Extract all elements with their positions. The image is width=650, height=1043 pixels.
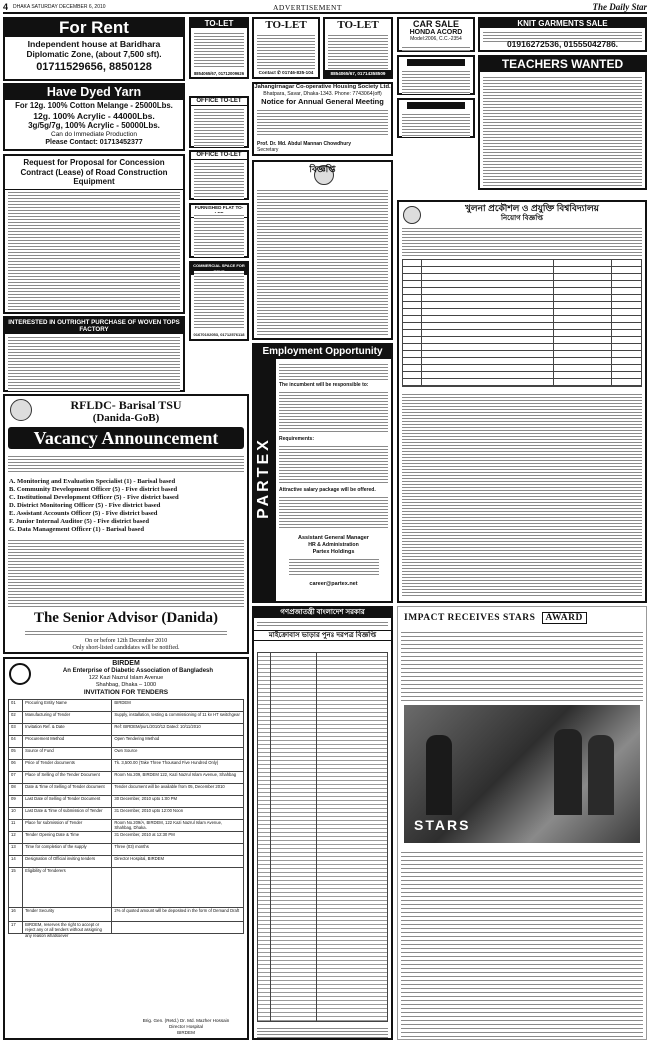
employment-title: Employment Opportunity: [254, 345, 391, 359]
ad-body-text: [402, 226, 642, 256]
table-cell-label: Place for submission of Tender: [23, 820, 112, 831]
rfldc-subtitle: (Danida-GoB): [92, 412, 160, 424]
teachers-title: TEACHERS WANTED: [480, 57, 645, 72]
table-cell-value: Three (03) months: [112, 844, 244, 855]
bangla-small-ad-1: [397, 55, 475, 95]
rfldc-apply-to: The Senior Advisor (Danida): [33, 610, 219, 626]
ad-body-text: [8, 335, 180, 391]
table-row: [9, 712, 244, 724]
article-body-text: [401, 849, 643, 1037]
ad-body-text: [194, 31, 244, 67]
table-row: [9, 772, 244, 784]
flat-title: FURNISHED FLAT TO-: [191, 205, 247, 218]
ad-body-text: [402, 45, 470, 51]
table-cell-value: Own Source: [112, 748, 244, 759]
employment-footer-title: Assistant General Manager: [298, 535, 369, 541]
position-item: B. Community Development Officer (5) - Five district based: [9, 486, 178, 493]
office-to-let-ad-1: [189, 96, 249, 148]
rfldc-logo-icon: [10, 399, 32, 421]
employment-section-2: Requirements:: [279, 436, 315, 442]
bijnapti-notice-ad: [252, 160, 393, 340]
page-number: 4: [3, 2, 9, 12]
dyed-yarn-line1: For 12g. 100% Cotton Melange - 25000Lbs.: [15, 101, 173, 110]
to-let-ad-1: [189, 17, 249, 79]
table-cell-value: Supply, installation, testing & commissioning of 11 kv HT switchgear: [112, 712, 244, 723]
woven-title: INTERESTED IN OUTRIGHT PURCHASE OF WOVEN TOPS FACTORY: [5, 318, 183, 334]
dyed-yarn-contact: Please Contact: 01713452377: [45, 139, 143, 146]
position-item: G. Data Management Officer (1) - Barisal based: [9, 526, 145, 533]
rfldc-deadline: On or before 12th December 2010: [84, 638, 168, 644]
proposal-title: Request for Proposal for Concession Contract (Lease) of Road Construction Equipment: [5, 156, 183, 190]
employment-email: career@partex.net: [309, 581, 358, 587]
table-cell-index: 03: [9, 724, 23, 735]
table-cell-value: Ref: BIRDEM/purL/2010/12 Dated: 10/11/2010: [112, 724, 244, 735]
table-cell-value: 31 December, 2010 upto 12:00 Noon: [112, 808, 244, 819]
table-cell-label: Date & Time of Selling of Tender document: [23, 784, 112, 795]
car-sale-details: Model:2006, C.C.-2354: [410, 36, 462, 42]
impact-headline: [404, 611, 587, 625]
govt-subtitle: মাইক্রোবাস ভাড়ার পুনঃ দরপত্র বিজ্ঞপ্তি: [254, 630, 391, 641]
ad-body-text: [194, 161, 244, 199]
table-cell-value: BIRDEM: [112, 700, 244, 711]
rfldc-positions: [9, 478, 179, 534]
table-row: [9, 832, 244, 844]
agm-role: Secretary: [257, 147, 279, 153]
employment-footer-dept: HR & Administration: [308, 542, 359, 548]
ad-body-text: [8, 538, 244, 608]
table-cell-label: Last Date of Selling of Tender Document: [23, 796, 112, 807]
award-ceremony-photo: [404, 705, 640, 843]
office-to-let-ad-2: [189, 150, 249, 200]
table-cell-value: Room No.209/A, BIRDEM, 122 Kazi Nazrul Islam Avenue, Shahbag, Dhaka.: [112, 820, 244, 831]
birdem-signer-org: BIRDEM: [177, 1030, 195, 1035]
woven-factory-ad: [3, 316, 185, 392]
knit-garments-ad: [478, 17, 647, 52]
partex-sidebar: [254, 359, 276, 601]
table-cell-index: 11: [9, 820, 23, 831]
ad-body-text: [194, 107, 244, 147]
table-cell-value: Room No.209, BIRDEM 122, Kazi Nazrul Islam Avenue, Shahbag: [112, 772, 244, 783]
ad-body-text: [483, 75, 642, 187]
position-item: C. Institutional Development Officer (5) - Five district based: [9, 494, 179, 501]
commercial-title: COMMERCIAL SPACE FOR: [191, 263, 247, 275]
furnished-flat-ad: [189, 203, 249, 258]
ad-body-text: [8, 190, 180, 310]
table-cell-label: Procurement Method: [23, 736, 112, 747]
birdem-signer: Brig. Gen. (Retd.) Dr. Md. Mazher Hossain: [142, 1018, 230, 1023]
to-let-ad-3: [323, 17, 393, 79]
person-figure: [588, 735, 614, 815]
table-cell-index: 02: [9, 712, 23, 723]
agm-address: Bhatpara, Savar, Dhaka-1343. Phone: 7743064(off): [263, 91, 382, 97]
birdem-notice-title: INVITATION FOR TENDERS: [83, 689, 169, 696]
office-title: OFFICE TO-LET: [191, 98, 247, 106]
table-row: [9, 922, 244, 938]
dyed-yarn-line4: Can do Immediate Production: [51, 131, 137, 138]
agm-signer: Prof. Dr. Md. Abdul Mannan Chowdhury: [257, 141, 351, 147]
birdem-title: BIRDEM: [112, 660, 140, 667]
table-row: [9, 760, 244, 772]
partex-brand: PARTEX: [255, 437, 272, 519]
table-cell-value: Tender document will be available from 05, December 2010: [112, 784, 244, 795]
ad-body-text: [25, 629, 227, 637]
ad-body-text: [289, 557, 379, 577]
birdem-org: An Enterprise of Diabetic Association of Bangladesh: [62, 668, 214, 674]
table-row: [9, 856, 244, 868]
table-cell-label: BIRDEM, reserves the right to accept or reject any or all tenders without assigning any reason whatsoever: [23, 922, 112, 933]
stars-logo: STARS: [414, 817, 471, 833]
table-row: [9, 808, 244, 820]
kuet-recruitment-ad: [397, 200, 647, 603]
ad-body-text: [279, 362, 388, 380]
ad-body-text: [8, 454, 244, 474]
table-cell-label: Source of Fund: [23, 748, 112, 759]
table-cell-index: 15: [9, 868, 23, 907]
employment-footer-org: Partex Holdings: [312, 549, 355, 555]
vacancy-banner: Vacancy Announcement: [8, 427, 244, 449]
position-item: A. Monitoring and Evaluation Specialist (1) - Barisal based: [9, 478, 176, 485]
to-let-title: TO-LET: [191, 19, 247, 28]
for-rent-line1: Independent house at Baridhara: [27, 39, 161, 49]
ad-heading: [407, 59, 465, 66]
table-cell-label: Manufacturing of Tender: [23, 712, 112, 723]
table-cell-index: 12: [9, 832, 23, 843]
to-let-phones: 8854065/67, 01714358509: [325, 70, 391, 77]
office-title: OFFICE TO-LET: [191, 152, 247, 160]
ad-body-text: [402, 69, 470, 94]
table-cell-label: Eligibility of Tenderers: [23, 868, 112, 907]
table-cell-index: 13: [9, 844, 23, 855]
to-let-phones: 8854065/67, 01712009626: [193, 71, 245, 76]
table-cell-label: Invitation Ref. & Date: [23, 724, 112, 735]
ad-body-text: [257, 33, 315, 69]
birdem-signer-role: Director Hospital: [169, 1024, 203, 1029]
tender-table: [8, 699, 244, 938]
for-rent-phones: 01711529656, 8850128: [36, 61, 152, 73]
impact-title: IMPACT RECEIVES STARS: [404, 613, 536, 623]
table-cell-value: Director Hospital, BIRDEM: [112, 856, 244, 867]
govt-title: গণপ্রজাতন্ত্রী বাংলাদেশ সরকার: [254, 608, 391, 618]
university-logo-icon: [403, 206, 421, 224]
agm-title: Notice for Annual General Meeting: [261, 97, 384, 106]
table-cell-label: Tender Opening Date & Time: [23, 832, 112, 843]
article-body-text: [401, 629, 643, 701]
ad-body-text: [194, 271, 244, 329]
position-item: E. Assistant Accounts Officer (5) - Five district based: [9, 510, 158, 517]
impact-award-article: [397, 606, 647, 1040]
table-cell-value: 31 December, 2010 at 12:30 PM: [112, 832, 244, 843]
dyed-yarn-line2: 12g. 100% Acrylic - 44000Lbs.: [33, 111, 155, 121]
govt-tender-table: [257, 652, 388, 1022]
ad-body-text: [279, 495, 388, 529]
table-row: [9, 784, 244, 796]
issue-date: DHAKA SATURDAY DECEMBER 6, 2010: [13, 4, 106, 10]
bangla-small-ad-2: [397, 98, 475, 138]
teachers-wanted-ad: [478, 55, 647, 190]
car-sale-title: CAR SALE: [412, 19, 459, 29]
table-row: [9, 908, 244, 922]
ad-body-text: [194, 213, 244, 257]
birdem-tender-ad: [3, 657, 249, 1040]
birdem-address-1: 122 Kazi Nazrul Islam Avenue: [88, 675, 164, 681]
table-cell-index: 01: [9, 700, 23, 711]
position-item: F. Junior Internal Auditor (5) - Five district based: [9, 518, 150, 525]
to-let-phone: Contact ✆ 01746-835-104: [258, 70, 314, 75]
car-sale-ad: [397, 17, 475, 52]
dyed-yarn-title: Have Dyed Yarn: [5, 85, 183, 100]
to-let-ad-2: [252, 17, 320, 79]
ad-body-text: [279, 390, 388, 434]
ad-body-text: [257, 1026, 388, 1038]
proposal-request-ad: [3, 154, 185, 314]
kuet-subtitle: নিয়োগ বিজ্ঞপ্তি: [500, 215, 544, 222]
ad-heading: [407, 102, 465, 109]
ad-body-text: [328, 33, 388, 69]
table-row: [9, 724, 244, 736]
ad-body-text: [279, 444, 388, 484]
commercial-space-ad: [189, 261, 249, 341]
employment-section-3: Attractive salary package will be offered.: [279, 487, 376, 493]
table-cell-index: 04: [9, 736, 23, 747]
table-cell-value: [112, 922, 244, 933]
birdem-logo-icon: [9, 663, 31, 685]
person-figure: [426, 735, 452, 815]
to-let-title: TO-LET: [337, 19, 379, 31]
knit-phones: 01916272536, 01555042786.: [506, 39, 619, 49]
dyed-yarn-line3: 3g/5g/7g, 100% Acrylic - 50000Lbs.: [28, 121, 160, 130]
table-cell-label: Procuring Entity Name: [23, 700, 112, 711]
table-cell-index: 14: [9, 856, 23, 867]
knit-title: KNIT GARMENTS SALE: [480, 19, 645, 28]
employment-section-1: The incumbent will be responsible to:: [279, 382, 369, 388]
masthead: The Daily Star: [592, 2, 647, 12]
govt-tender-ad: [252, 606, 393, 1040]
rfldc-title: RFLDC- Barisal TSU: [70, 398, 182, 412]
table-cell-index: 08: [9, 784, 23, 795]
for-rent-title: For Rent: [5, 19, 183, 37]
kuet-title: খুলনা প্রকৌশল ও প্রযুক্তি বিশ্ববিদ্যালয়: [465, 203, 599, 213]
table-cell-label: Place of Selling of the Tender Document: [23, 772, 112, 783]
page-header: [3, 2, 647, 14]
table-cell-index: 06: [9, 760, 23, 771]
partex-employment-ad: [252, 343, 393, 603]
table-row: [9, 868, 244, 908]
table-cell-value: [112, 868, 244, 907]
table-cell-index: 16: [9, 908, 23, 921]
to-let-title: TO-LET: [265, 19, 307, 31]
table-cell-index: 07: [9, 772, 23, 783]
agm-notice-ad: [252, 82, 393, 156]
table-row: [9, 844, 244, 856]
birdem-address-2: Shahbag, Dhaka – 1000: [95, 682, 157, 688]
ad-body-text: [402, 392, 642, 597]
table-row: [9, 748, 244, 760]
ad-body-text: [402, 112, 470, 137]
ad-body-text: [257, 108, 388, 135]
table-cell-value: 30 December, 2010 upto 1:00 PM: [112, 796, 244, 807]
section-label: ADVERTISEMENT: [273, 3, 342, 12]
position-item: D. District Monitoring Officer (5) - Five district based: [9, 502, 161, 509]
table-row: [9, 796, 244, 808]
table-cell-label: Time for completion of the supply: [23, 844, 112, 855]
kuet-positions-table: [402, 259, 642, 387]
person-figure: [554, 729, 582, 815]
table-cell-label: Price of Tender documents: [23, 760, 112, 771]
bijnapti-title: বিজ্ঞপ্তি: [309, 164, 336, 174]
table-row: [9, 820, 244, 832]
for-rent-line2: Diplomatic Zone, (about 7,500 sft).: [26, 49, 162, 59]
table-row: [9, 736, 244, 748]
agm-org: Jahangirnagar Co-operative Housing Society Ltd.: [254, 84, 391, 90]
table-cell-index: 10: [9, 808, 23, 819]
rfldc-note: Only short-listed candidates will be notified.: [72, 645, 180, 651]
table-row: [9, 700, 244, 712]
table-cell-index: 05: [9, 748, 23, 759]
commercial-phone: 01670102053, 01712576118: [193, 332, 245, 337]
dyed-yarn-ad: [3, 83, 185, 151]
table-cell-label: Last Date & Time of submission of Tender: [23, 808, 112, 819]
for-rent-ad: [3, 17, 185, 81]
table-cell-value: Open Tendering Method: [112, 736, 244, 747]
table-cell-index: 09: [9, 796, 23, 807]
ad-body-text: [257, 188, 388, 336]
ad-body-text: [257, 620, 388, 628]
impact-title-boxed: AWARD: [542, 612, 587, 624]
car-sale-model: HONDA ACORD: [409, 29, 463, 36]
table-cell-value: Tk. 3,500.00 (Take Three Thousand Five Hundred Only): [112, 760, 244, 771]
table-cell-label: Tender Security: [23, 908, 112, 921]
table-cell-value: 2% of quoted amount will be deposited in the form of Demand Draft: [112, 908, 244, 921]
table-cell-index: 17: [9, 922, 23, 933]
table-cell-label: Designation of Official inviting tenders: [23, 856, 112, 867]
rfldc-vacancy-ad: [3, 394, 249, 654]
